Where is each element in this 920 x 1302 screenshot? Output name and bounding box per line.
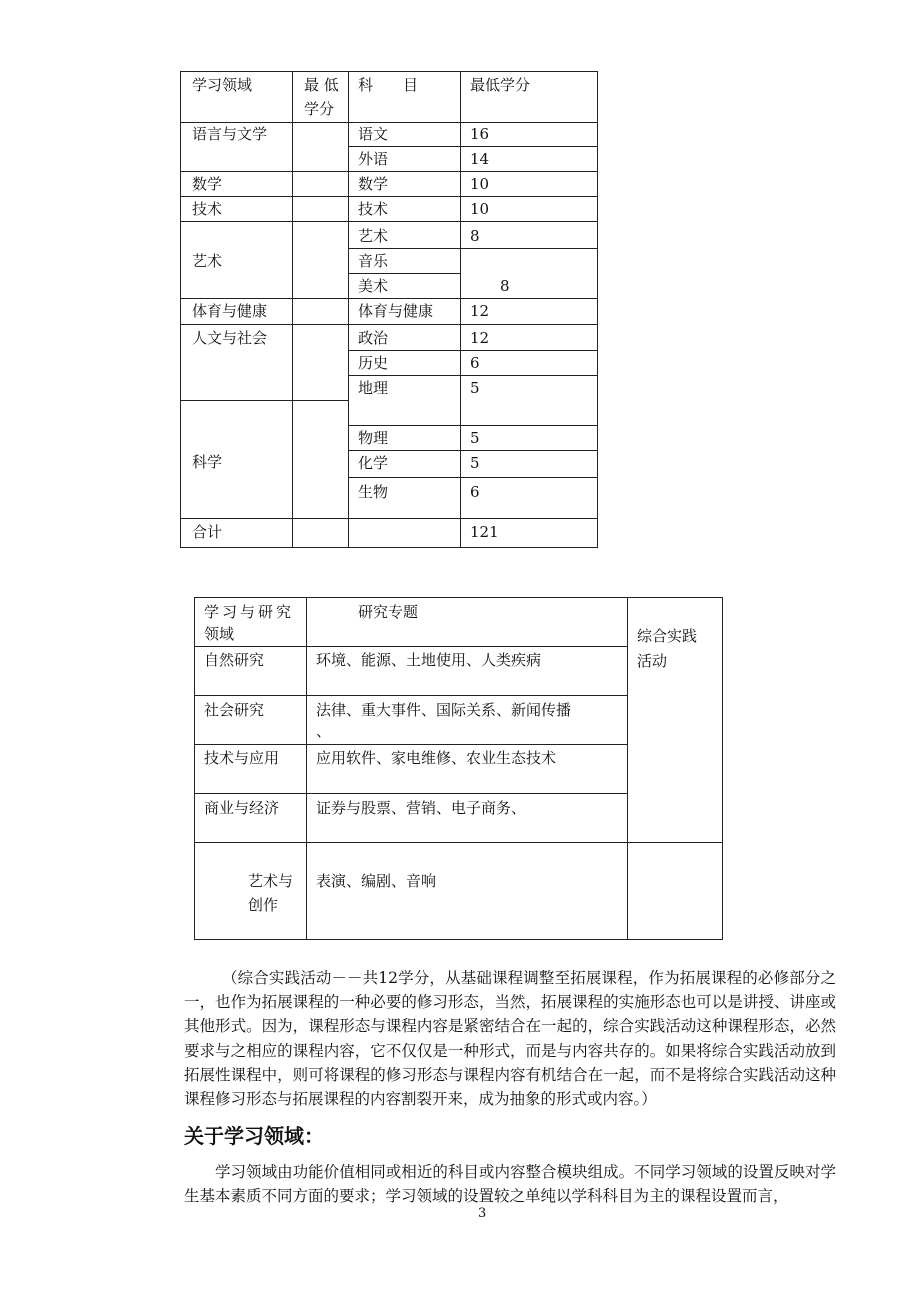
- subject-name: 数学: [358, 175, 389, 193]
- table-rule: [194, 646, 628, 647]
- table-border: [194, 939, 723, 940]
- subject-name: 物理: [358, 429, 389, 447]
- research-domain: 商业与经济: [204, 799, 280, 817]
- table-border: [194, 597, 723, 598]
- subject-credit: 10: [470, 175, 490, 193]
- body-paragraph: 学习领域由功能价值相同或相近的科目或内容整合模块组成。不同学习领域的设置反映对学生基本素质不同方面的要求；学习领域的设置较之单纯以学科科目为主的课程设置而言，: [184, 1163, 836, 1206]
- research-domain: 技术与应用: [204, 749, 280, 767]
- research-domain: 创作: [248, 896, 279, 914]
- side-label: 活动: [637, 652, 668, 670]
- table-rule: [180, 518, 598, 519]
- subject-credit: 8: [500, 277, 510, 295]
- subject-credit: 12: [470, 329, 490, 347]
- research-topics: 环境、能源、土地使用、人类疾病: [316, 651, 542, 669]
- subject-name: 历史: [358, 354, 389, 372]
- header-subject-credit: 最低学分: [470, 76, 531, 94]
- research-domain: 社会研究: [204, 701, 265, 719]
- header-domain: 学习领域: [192, 76, 253, 94]
- table-rule: [194, 695, 628, 696]
- table-rule: [180, 221, 598, 222]
- subject-credit: 14: [470, 150, 490, 168]
- table-rule: [306, 597, 307, 940]
- table-rule: [348, 477, 598, 478]
- domain-math: 数学: [192, 175, 223, 193]
- subject-name: 外语: [358, 150, 389, 168]
- table-border: [722, 597, 723, 940]
- domain-science: 科学: [192, 453, 223, 471]
- subject-name: 技术: [358, 200, 389, 218]
- header-subject: 科 目: [358, 76, 419, 94]
- subject-name: 艺术: [358, 227, 389, 245]
- side-label: 综合实践: [637, 627, 698, 645]
- subject-credit: 5: [470, 454, 480, 472]
- research-topics: 证券与股票、营销、电子商务、: [316, 799, 527, 817]
- research-topics-extra: 、: [316, 722, 332, 740]
- research-topics: 应用软件、家电维修、农业生态技术: [316, 749, 557, 767]
- research-topics: 表演、编剧、音响: [316, 872, 437, 890]
- research-domain: 艺术与: [248, 872, 294, 890]
- subject-name: 美术: [358, 277, 389, 295]
- note-paragraph: （综合实践活动－－共12学分，从基础课程调整至拓展课程，作为拓展课程的必修部分之一，也作为拓展课程的一种必要的修习形态，当然，拓展课程的实施形态也可以是讲授、讲座或其他形式。因为，课程形态与课程内容是紧密结合在一起的，综合实践活动这种课程形态，必然要求与之相应的课程内容，它不仅仅是一种形式，而是与内容共存的。如果将综合实践活动放到拓展性课程中，则可将课程的修习形态与课程内容有机结合在一起，而不是将综合实践活动这种课程修习形态与拓展课程的内容割裂开来，成为抽象的形式或内容。）: [184, 969, 836, 1109]
- domain-pe: 体育与健康: [192, 302, 268, 320]
- table-rule: [194, 842, 723, 843]
- research-header-domain: 学习与研究: [204, 603, 295, 621]
- domain-language: 语言与文学: [192, 125, 268, 143]
- subject-name: 化学: [358, 454, 389, 472]
- research-header-topics: 研究专题: [358, 603, 419, 621]
- domain-total: 合计: [192, 523, 223, 541]
- header-min-credit: 学分: [304, 100, 335, 118]
- table-rule: [194, 744, 628, 745]
- table-rule: [180, 171, 598, 172]
- subject-credit: 12: [470, 302, 490, 320]
- table-rule: [627, 597, 628, 940]
- subject-credit: 8: [470, 227, 480, 245]
- subject-credit: 16: [470, 125, 490, 143]
- total-credit: 121: [470, 523, 499, 541]
- section-heading: 关于学习领域：: [184, 1124, 324, 1148]
- subject-credit: 10: [470, 200, 490, 218]
- header-min-credit: 最 低: [304, 76, 339, 94]
- table-rule: [180, 324, 598, 325]
- research-header-domain: 领域: [204, 625, 235, 643]
- subject-name: 体育与健康: [358, 302, 434, 320]
- subject-credit: 5: [470, 429, 480, 447]
- domain-humanities: 人文与社会: [192, 329, 268, 347]
- table-border: [194, 597, 195, 940]
- subject-name: 政治: [358, 329, 389, 347]
- table-border: [180, 547, 598, 548]
- research-topics: 法律、重大事件、国际关系、新闻传播: [316, 701, 572, 719]
- table-rule: [180, 400, 349, 401]
- research-domain: 自然研究: [204, 651, 265, 669]
- subject-credit: 5: [470, 379, 480, 397]
- subject-credit: 6: [470, 483, 480, 501]
- subject-credit: 6: [470, 354, 480, 372]
- subject-name: 音乐: [358, 252, 389, 270]
- domain-art: 艺术: [192, 252, 223, 270]
- domain-tech: 技术: [192, 200, 223, 218]
- table-rule: [194, 793, 628, 794]
- table-border: [180, 71, 181, 548]
- subject-name: 地理: [358, 379, 389, 397]
- table-rule: [292, 71, 293, 548]
- table-rule: [180, 196, 598, 197]
- subject-name: 语文: [358, 125, 389, 143]
- subject-name: 生物: [358, 483, 389, 501]
- page-number: 3: [478, 1206, 487, 1221]
- table-border: [180, 71, 598, 72]
